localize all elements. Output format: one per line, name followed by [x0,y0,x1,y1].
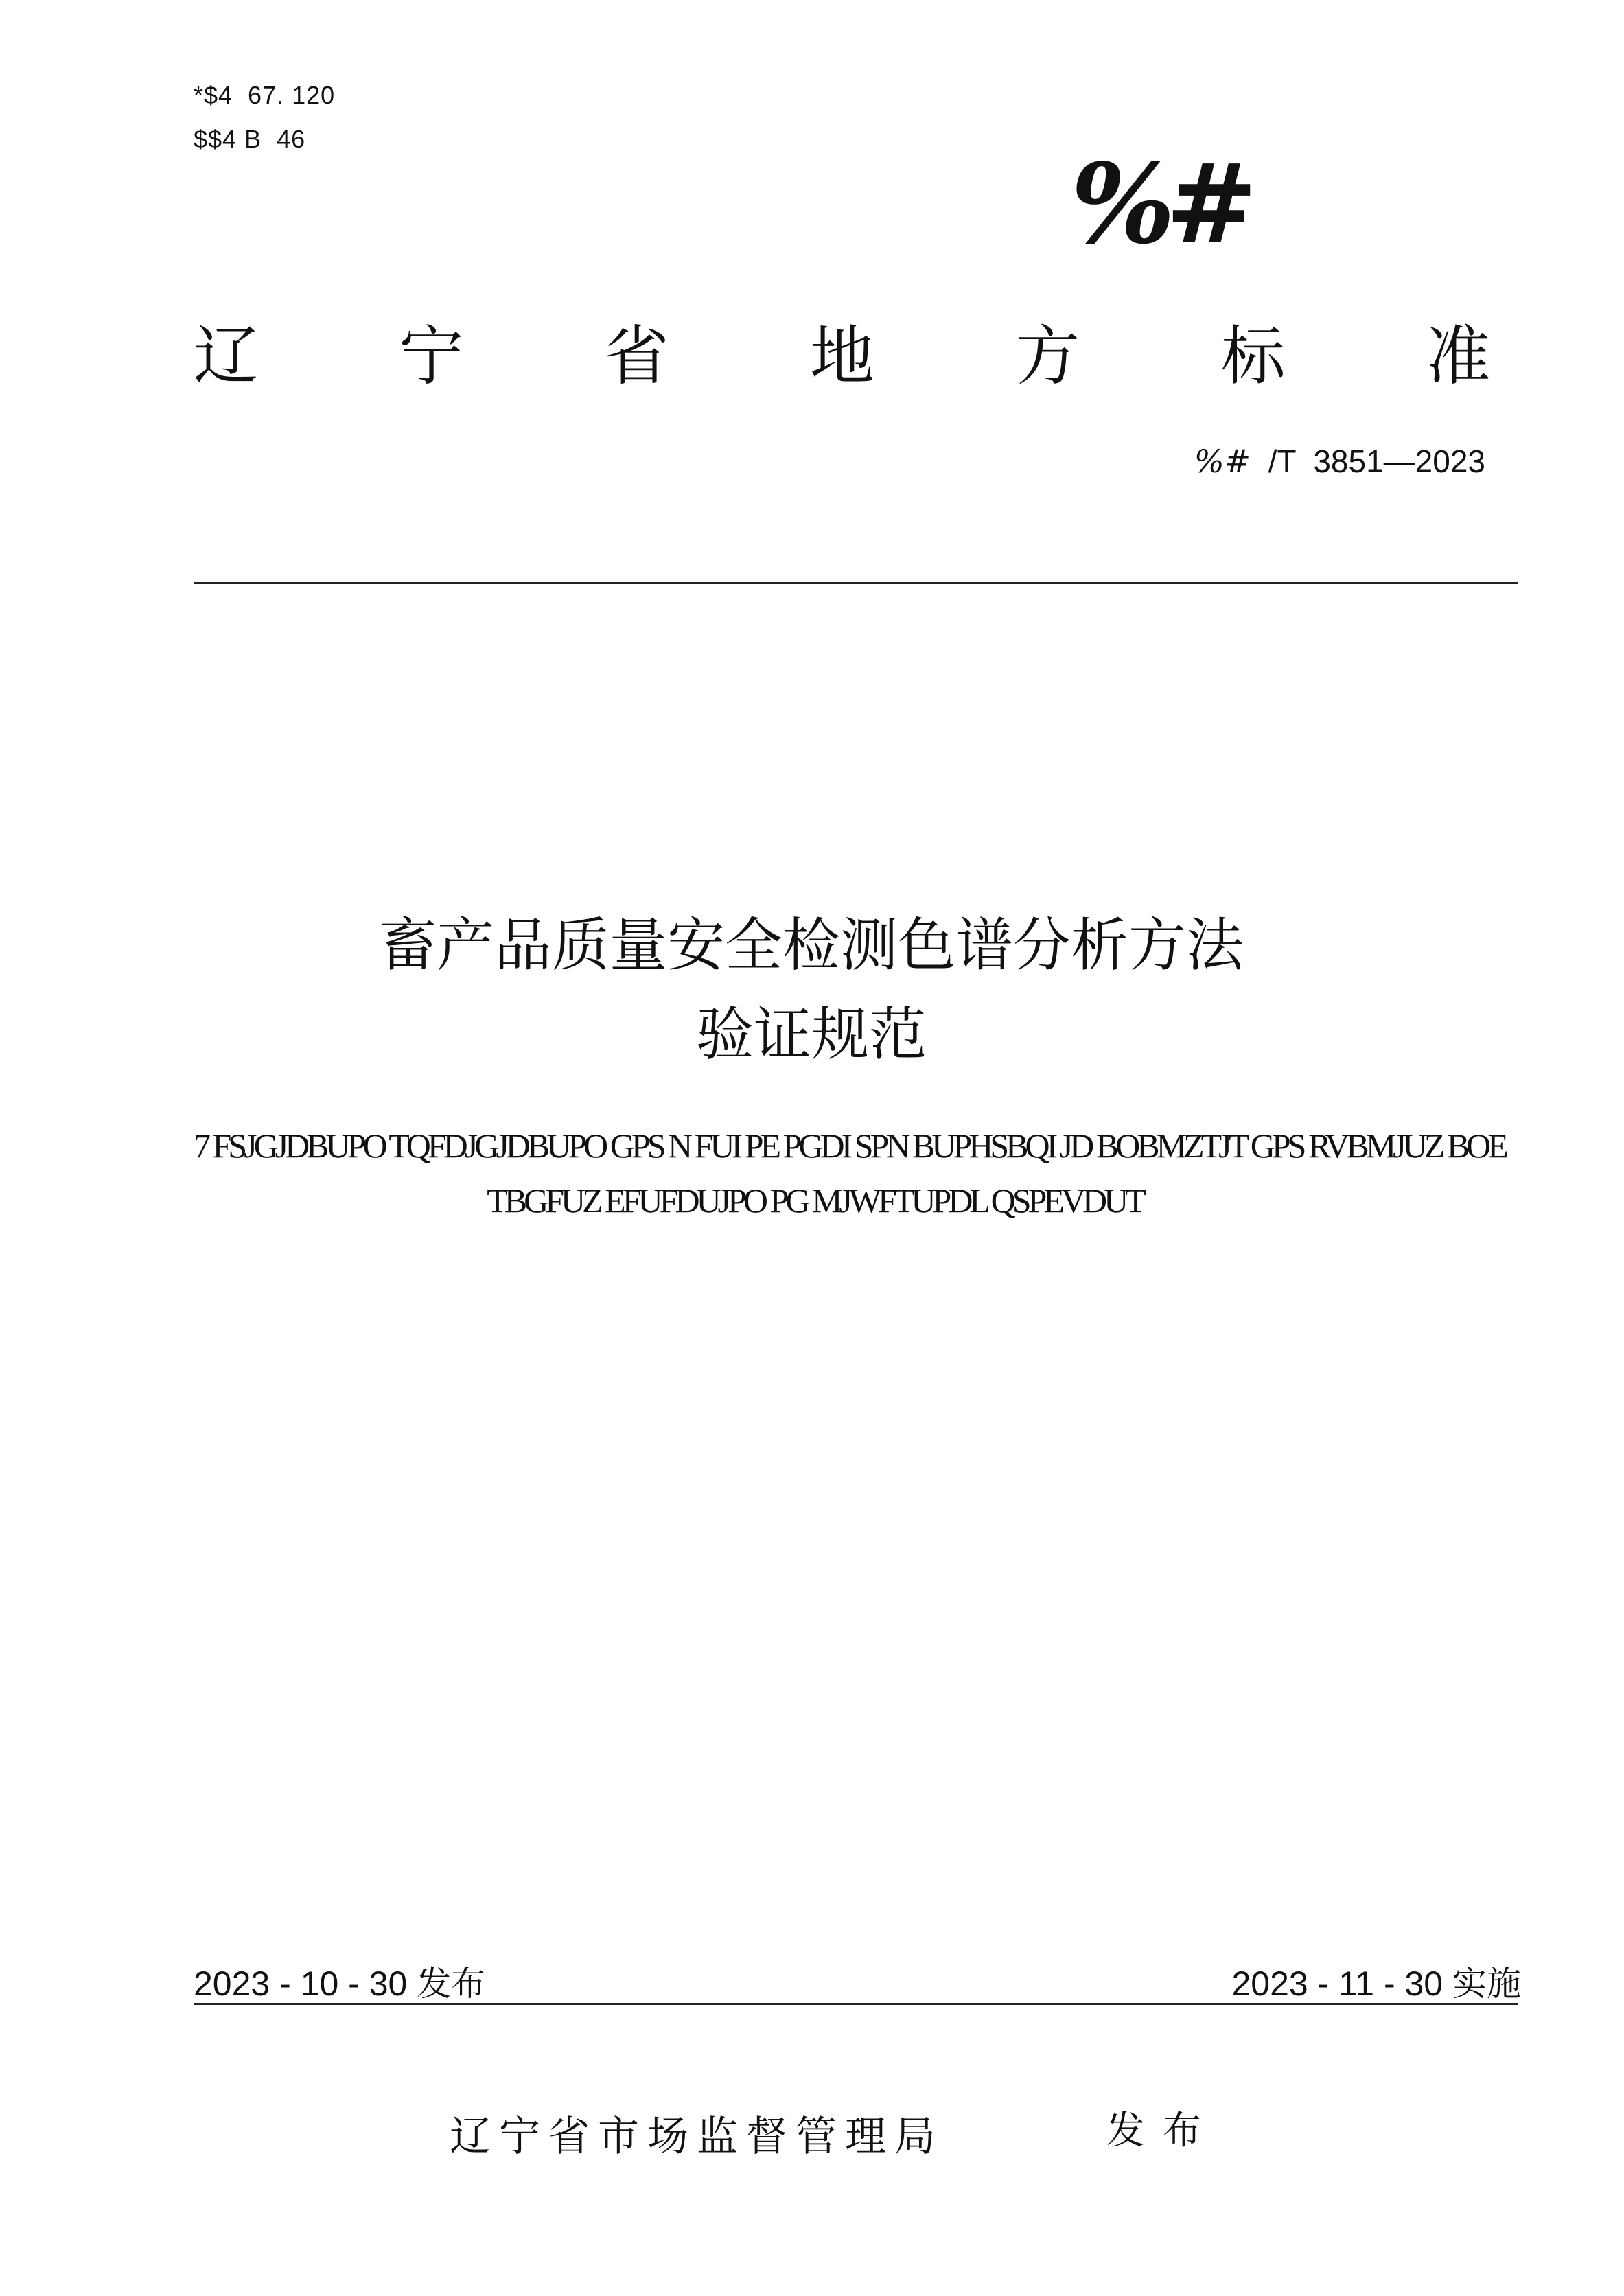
standard-type-char: 辽 [194,319,259,394]
standard-type-char: 方 [1015,319,1080,394]
standard-type-char: 省 [604,319,669,394]
standard-number-suffix: /T 3851—2023 [1251,443,1485,479]
standard-type-char: 宁 [399,319,464,394]
english-title-line-2: TBGFUZ EFUFDUJPO PG MJWFTUPDL QSPEVDUT [487,1181,1143,1220]
document-title-line-2: 验证规范 [695,1001,927,1068]
publish-label: 发布 [1106,2109,1219,2153]
bottom-divider [194,2003,1518,2005]
effective-date: 2023 - 11 - 30 实施 [1231,1964,1521,2003]
publisher-name: 辽宁省市场监督管理局 [450,2113,944,2161]
standard-type-char: 地 [809,319,874,394]
standard-type-title [194,316,1491,398]
db-standard-logo: %# [1071,139,1249,268]
ics-code: *$4 67. 120 [194,81,336,109]
standard-number-prefix: %# [1194,443,1251,480]
document-title-line-1: 畜产品质量安全检测色谱分析方法 [378,912,1244,979]
issue-date: 2023 - 10 - 30 发布 [194,1964,486,2003]
ccs-code: $$4 B 46 [194,125,306,153]
standard-type-char: 标 [1220,319,1286,394]
english-title-line-1: 7 FSJGJDBUPO TQFDJGJDBUPO GPS N FUI PE PGDI SPN BUPHSBQI JD BOBMZTJT GPS RVBMJUZ BOE [194,1126,1505,1165]
top-divider [194,582,1518,584]
standard-number [1194,443,1485,480]
standard-type-char: 准 [1426,319,1491,394]
